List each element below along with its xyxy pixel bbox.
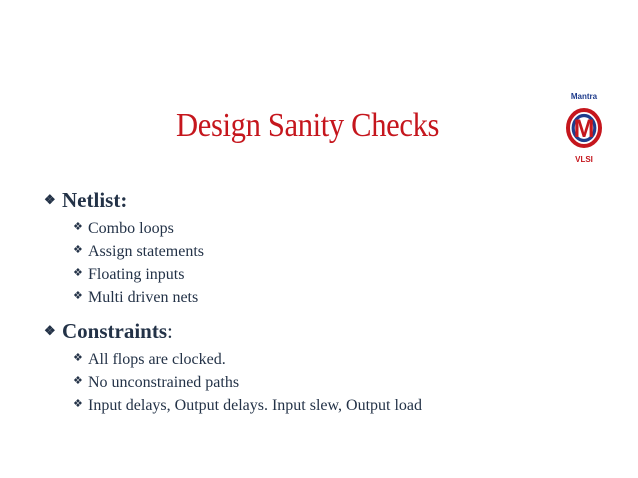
page-title: Design Sanity Checks (176, 107, 440, 144)
list-item-label: Input delays, Output delays. Input slew, Output load (88, 397, 423, 414)
list-item-label: All flops are clocked. (88, 351, 226, 368)
list-item-label: Combo loops (88, 220, 174, 237)
section-constraints (44, 319, 604, 417)
list-item-label: No unconstrained paths (88, 374, 240, 391)
four-diamond-bullet-icon: ❖ (73, 221, 83, 233)
list-item-label: Assign statements (88, 243, 204, 260)
slide-content (44, 188, 604, 427)
section-header (44, 319, 604, 344)
four-diamond-bullet-icon: ❖ (44, 323, 56, 338)
list-item-label: Floating inputs (88, 266, 185, 283)
section-title-suffix: : (167, 319, 173, 343)
four-diamond-bullet-icon: ❖ (44, 192, 56, 207)
four-diamond-bullet-icon: ❖ (73, 398, 83, 410)
four-diamond-bullet-icon: ❖ (73, 375, 83, 387)
section-header (44, 188, 604, 213)
list-item (73, 371, 604, 394)
list-item (73, 263, 604, 286)
list-item-label: Multi driven nets (88, 289, 199, 306)
list-item (73, 286, 604, 309)
four-diamond-bullet-icon: ❖ (73, 244, 83, 256)
four-diamond-bullet-icon: ❖ (73, 352, 83, 364)
bullet-list (73, 217, 604, 309)
four-diamond-bullet-icon: ❖ (73, 290, 83, 302)
bullet-list (73, 348, 604, 417)
logo-top-text: Mantra (570, 92, 598, 101)
mantra-vlsi-logo-icon (564, 106, 604, 150)
section-title: Constraints (62, 319, 168, 343)
list-item (73, 217, 604, 240)
list-item (73, 394, 604, 417)
logo-letter: M (573, 115, 595, 143)
brand-logo (557, 92, 611, 168)
list-item (73, 240, 604, 263)
list-item (73, 348, 604, 371)
four-diamond-bullet-icon: ❖ (73, 267, 83, 279)
section-netlist (44, 188, 604, 309)
logo-bottom-text: VLSI (575, 155, 593, 164)
section-title: Netlist: (62, 188, 128, 212)
